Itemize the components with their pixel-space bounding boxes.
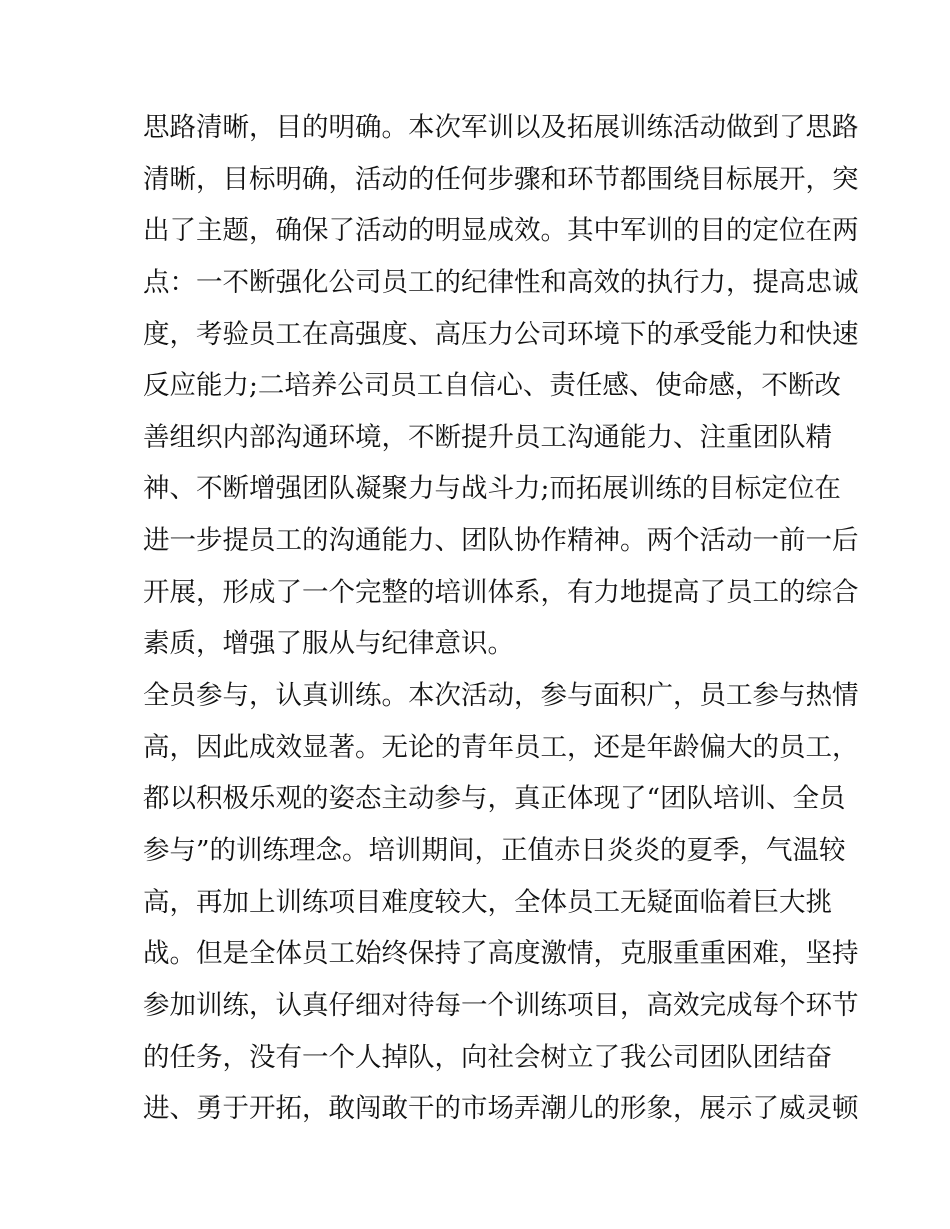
text-line: 全员参与，认真训练。本次活动，参与面积广，员工参与热情 [143, 680, 859, 712]
text-line: 进一步提员工的沟通能力、团队协作精神。两个活动一前一后 [143, 525, 859, 557]
text-line: 高，再加上训练项目难度较大，全体员工无疑面临着巨大挑 [143, 886, 832, 918]
text-line: 战。但是全体员工始终保持了高度激情，克服重重困难，坚持 [143, 938, 859, 970]
text-line: 开展，形成了一个完整的培训体系，有力地提高了员工的综合 [143, 576, 859, 608]
text-line: 神、不断增强团队凝聚力与战斗力;而拓展训练的目标定位在 [143, 473, 841, 505]
text-line: 参加训练，认真仔细对待每一个训练项目，高效完成每个环节 [143, 989, 859, 1021]
text-line: 度，考验员工在高强度、高压力公司环境下的承受能力和快速 [143, 318, 859, 350]
text-line: 进、勇于开拓，敢闯敢干的市场弄潮儿的形象，展示了威灵顿 [143, 1093, 859, 1125]
text-line: 参与”的训练理念。培训期间，正值赤日炎炎的夏季，气温较 [143, 834, 846, 866]
text-line: 都以积极乐观的姿态主动参与，真正体现了“团队培训、全员 [143, 783, 846, 815]
body-text [143, 107, 859, 1140]
text-line: 素质，增强了服从与纪律意识。 [143, 628, 514, 660]
text-line: 高，因此成效显著。无论的青年员工，还是年龄偏大的员工， [143, 731, 859, 763]
text-line: 善组织内部沟通环境，不断提升员工沟通能力、注重团队精 [143, 421, 832, 453]
text-line: 思路清晰，目的明确。本次军训以及拓展训练活动做到了思路 [143, 112, 859, 143]
text-line: 点：一不断强化公司员工的纪律性和高效的执行力，提高忠诚 [143, 266, 859, 298]
text-line: 清晰，目标明确，活动的任何步骤和环节都围绕目标展开，突 [143, 163, 859, 195]
text-line: 出了主题，确保了活动的明显成效。其中军训的目的定位在两 [143, 215, 859, 247]
text-line: 的任务，没有一个人掉队，向社会树立了我公司团队团结奋 [143, 1041, 832, 1073]
text-line: 反应能力;二培养公司员工自信心、责任感、使命感，不断改 [143, 370, 841, 402]
